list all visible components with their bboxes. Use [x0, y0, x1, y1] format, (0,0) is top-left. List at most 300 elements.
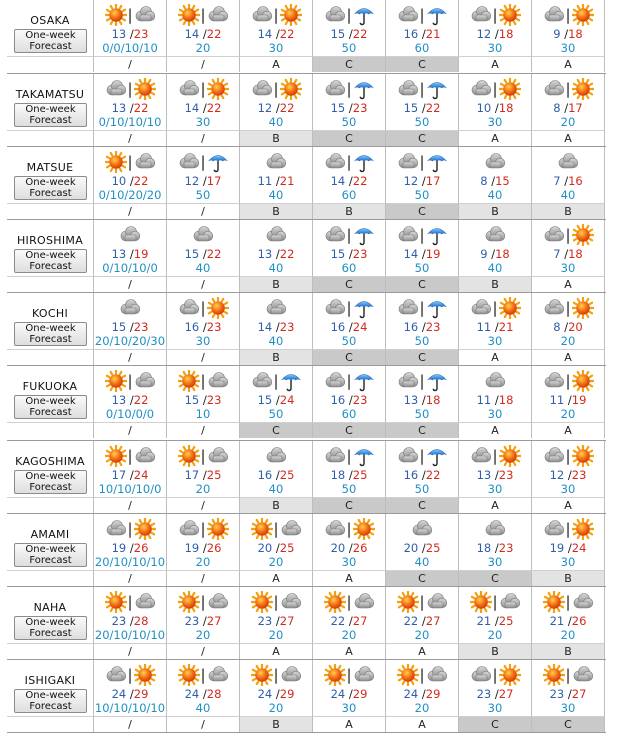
temp-separator: / [199, 27, 207, 41]
icon-separator: | [346, 298, 352, 317]
cloud-icon [207, 445, 229, 467]
city-label-cell [7, 293, 94, 349]
temperature [313, 321, 385, 334]
max-temp: 21 [279, 174, 295, 188]
sun-icon [251, 591, 273, 613]
temp-separator: / [487, 247, 496, 261]
icon-separator: | [273, 371, 279, 390]
max-temp: 18 [498, 27, 514, 41]
min-temp: 17 [184, 468, 200, 482]
sun-icon [134, 78, 156, 100]
city-name: MATSUE [26, 161, 74, 174]
temperature [532, 688, 604, 701]
precipitation-probability: 50 [414, 407, 430, 421]
precipitation-probability: 30 [195, 334, 211, 348]
city-name: AMAMI [30, 528, 70, 541]
temp-separator: / [491, 541, 499, 555]
temp-separator: / [272, 27, 280, 41]
temp-separator: / [345, 614, 353, 628]
temp-separator: / [491, 393, 499, 407]
day-forecast-cell [94, 147, 167, 203]
precipitation-probability: 60 [414, 41, 430, 55]
temperature [313, 394, 385, 407]
max-temp: 22 [279, 101, 295, 115]
icon-separator: | [200, 298, 206, 317]
max-temp: 29 [425, 687, 441, 701]
precipitation-probability: 30 [341, 555, 357, 569]
temperature [167, 469, 239, 482]
min-temp: 15 [330, 247, 346, 261]
reliability-label-pad [7, 570, 94, 586]
max-temp: 25 [425, 541, 441, 555]
city-row-osaka [7, 0, 606, 74]
temperature [313, 542, 385, 555]
precipitation-probability: 50 [414, 482, 430, 496]
cloud-icon [426, 664, 448, 686]
icon-separator: | [419, 446, 425, 465]
precipitation-probability: 30 [560, 261, 576, 275]
cloud-icon [470, 664, 492, 686]
reliability-cell: / [167, 497, 240, 513]
temp-separator: / [491, 687, 499, 701]
cloud-icon [572, 591, 594, 613]
sun-icon [280, 4, 302, 26]
max-temp: 24 [133, 468, 149, 482]
temp-separator: / [199, 174, 207, 188]
sun-icon [251, 664, 273, 686]
temperature [313, 615, 385, 628]
cloud-icon [207, 4, 229, 26]
weather-icons [459, 367, 531, 394]
day-forecast-cell [94, 220, 167, 276]
icon-separator: | [492, 446, 498, 465]
icon-separator: | [565, 519, 571, 538]
temp-separator: / [345, 468, 353, 482]
temp-separator: / [560, 247, 569, 261]
temperature [386, 615, 458, 628]
icon-separator: | [346, 5, 352, 24]
day-forecast-cell [459, 660, 532, 716]
day-forecast-cell [532, 587, 605, 643]
day-forecast-cell [386, 147, 459, 203]
day-forecast-cell [532, 514, 605, 570]
temperature [386, 248, 458, 261]
temperature [313, 688, 385, 701]
min-temp: 13 [257, 247, 273, 261]
day-forecast-cell [386, 366, 459, 422]
min-temp: 15 [330, 101, 346, 115]
min-temp: 24 [403, 687, 419, 701]
precipitation-probability: 50 [195, 188, 211, 202]
cloud-icon [105, 664, 127, 686]
weather-icons [532, 221, 604, 248]
precipitation-probability: 40 [268, 482, 284, 496]
reliability-cell: B [459, 643, 532, 659]
max-temp: 18 [495, 247, 510, 261]
temperature [240, 28, 312, 41]
cloud-icon [543, 78, 565, 100]
temperature [240, 394, 312, 407]
precipitation-probability: 50 [341, 41, 357, 55]
temperature [240, 542, 312, 555]
cloud-icon [324, 518, 346, 540]
day-forecast-cell [167, 0, 240, 56]
temp-separator: / [345, 541, 353, 555]
day-forecast-cell [532, 220, 605, 276]
sun-icon [251, 518, 273, 540]
cloud-icon [207, 591, 229, 613]
max-temp: 23 [133, 27, 149, 41]
icon-separator: | [565, 592, 571, 611]
umbrella-icon [353, 4, 375, 26]
cloud-icon [105, 78, 127, 100]
city-name: OSAKA [30, 14, 70, 27]
min-temp: 16 [257, 468, 273, 482]
min-temp: 12 [403, 174, 419, 188]
max-temp: 23 [133, 320, 149, 334]
weather-icons [94, 221, 166, 248]
precipitation-probability: 30 [560, 482, 576, 496]
reliability-cell: B [240, 349, 313, 365]
precipitation-probability: 30 [341, 701, 357, 715]
one-week-forecast-button[interactable]: One-week Forecast [14, 616, 87, 640]
weather-icons [459, 515, 531, 542]
reliability-cell: C [459, 716, 532, 732]
reliability-label-pad [7, 203, 94, 219]
day-forecast-cell [386, 293, 459, 349]
weather-icons [313, 221, 385, 248]
weather-icons [386, 75, 458, 102]
temperature [94, 615, 166, 628]
temperature [313, 175, 385, 188]
min-temp: 24 [111, 687, 127, 701]
precipitation-probability: 20 [341, 628, 357, 642]
precipitation-probability: 50 [414, 188, 430, 202]
reliability-cell: A [313, 716, 386, 732]
sun-icon [105, 370, 127, 392]
day-forecast-cell [313, 293, 386, 349]
max-temp: 21 [498, 320, 514, 334]
precipitation-probability: 20 [560, 334, 576, 348]
sun-icon [572, 4, 594, 26]
icon-separator: | [419, 371, 425, 390]
weather-icons [313, 367, 385, 394]
icon-separator: | [346, 225, 352, 244]
temperature [167, 542, 239, 555]
weather-icons [94, 75, 166, 102]
precipitation-probability: 30 [487, 555, 503, 569]
max-temp: 25 [279, 468, 295, 482]
icon-separator: | [273, 79, 279, 98]
weather-icons [532, 75, 604, 102]
icon-separator: | [492, 665, 498, 684]
min-temp: 11 [476, 393, 492, 407]
city-row-matsue [7, 147, 606, 220]
precipitation-probability: 30 [487, 482, 503, 496]
min-temp: 22 [403, 614, 419, 628]
reliability-cell: A [240, 56, 313, 72]
max-temp: 23 [206, 320, 222, 334]
max-temp: 25 [279, 541, 295, 555]
max-temp: 21 [425, 27, 441, 41]
day-forecast-cell [459, 74, 532, 130]
min-temp: 22 [330, 614, 346, 628]
min-temp: 14 [403, 247, 419, 261]
icon-separator: | [127, 519, 133, 538]
temperature [386, 102, 458, 115]
icon-separator: | [419, 592, 425, 611]
temp-separator: / [345, 247, 353, 261]
reliability-cell: / [94, 349, 167, 365]
temperature [459, 28, 531, 41]
weather-icons [532, 148, 604, 175]
cloud-icon [134, 445, 156, 467]
sun-icon [397, 664, 419, 686]
icon-separator: | [200, 152, 206, 171]
temp-separator: / [491, 101, 499, 115]
temp-separator: / [199, 468, 207, 482]
weather-icons [240, 221, 312, 248]
precipitation-probability: 40 [560, 188, 576, 202]
temp-separator: / [418, 393, 426, 407]
city-label-cell [7, 220, 94, 276]
sun-icon [572, 224, 594, 246]
reliability-label-pad [7, 130, 94, 146]
max-temp: 29 [352, 687, 368, 701]
precipitation-probability: 50 [414, 334, 430, 348]
cloud-icon [543, 370, 565, 392]
min-temp: 16 [403, 27, 419, 41]
min-temp: 19 [111, 541, 127, 555]
day-forecast-cell [313, 74, 386, 130]
icon-separator: | [127, 592, 133, 611]
precipitation-probability: 20 [414, 628, 430, 642]
min-temp: 14 [257, 320, 273, 334]
umbrella-icon [426, 445, 448, 467]
weather-icons [459, 148, 531, 175]
one-week-forecast-button[interactable]: One-week Forecast [14, 322, 87, 346]
day-forecast-cell [94, 441, 167, 497]
min-temp: 13 [111, 27, 127, 41]
day-forecast-cell [532, 293, 605, 349]
city-name: FUKUOKA [22, 380, 78, 393]
cloud-icon [105, 518, 127, 540]
precipitation-probability: 10/10/10/0 [98, 482, 162, 496]
min-temp: 13 [403, 393, 419, 407]
day-forecast-cell [386, 660, 459, 716]
icon-separator: | [419, 225, 425, 244]
city-label-cell [7, 0, 94, 56]
umbrella-icon [207, 151, 229, 173]
one-week-forecast-button[interactable]: One-week Forecast [14, 470, 87, 494]
day-forecast-cell [532, 147, 605, 203]
icon-separator: | [200, 665, 206, 684]
reliability-cell: C [386, 130, 459, 146]
day-forecast-cell [167, 293, 240, 349]
day-forecast-cell [94, 366, 167, 422]
min-temp: 21 [476, 614, 492, 628]
day-forecast-cell [240, 220, 313, 276]
temperature [313, 28, 385, 41]
cloud-icon [397, 297, 419, 319]
temp-separator: / [418, 174, 426, 188]
precipitation-probability: 30 [487, 701, 503, 715]
cloud-icon [134, 4, 156, 26]
temp-separator: / [418, 468, 426, 482]
weather-icons [167, 294, 239, 321]
reliability-cell: / [94, 716, 167, 732]
sun-icon [499, 445, 521, 467]
temperature [94, 175, 166, 188]
icon-separator: | [419, 79, 425, 98]
reliability-label-pad [7, 497, 94, 513]
one-week-forecast-button[interactable]: One-week Forecast [14, 543, 87, 567]
day-forecast-cell [240, 74, 313, 130]
precipitation-probability: 60 [341, 407, 357, 421]
temperature [167, 102, 239, 115]
max-temp: 29 [133, 687, 149, 701]
precipitation-probability: 30 [560, 555, 576, 569]
cloud-icon [178, 78, 200, 100]
temperature [240, 175, 312, 188]
precipitation-probability: 0/0/10/10 [102, 41, 158, 55]
weather-icons [240, 294, 312, 321]
cloud-icon [324, 370, 346, 392]
max-temp: 27 [206, 614, 222, 628]
max-temp: 29 [279, 687, 295, 701]
max-temp: 22 [206, 247, 222, 261]
temperature [240, 248, 312, 261]
min-temp: 12 [549, 468, 565, 482]
one-week-forecast-button[interactable]: One-week Forecast [14, 103, 87, 127]
temp-separator: / [487, 174, 496, 188]
icon-separator: | [346, 152, 352, 171]
day-forecast-cell [386, 441, 459, 497]
temp-separator: / [199, 320, 207, 334]
temperature [459, 102, 531, 115]
temp-separator: / [345, 320, 353, 334]
temp-separator: / [272, 687, 280, 701]
temperature [386, 542, 458, 555]
precipitation-probability: 40 [268, 188, 284, 202]
min-temp: 14 [184, 101, 200, 115]
weather-icons [386, 1, 458, 28]
cloud-icon [324, 4, 346, 26]
min-temp: 10 [476, 101, 492, 115]
sun-icon [499, 664, 521, 686]
city-row-ishigaki [7, 660, 606, 733]
one-week-forecast-button[interactable]: One-week Forecast [14, 249, 87, 273]
min-temp: 16 [184, 320, 200, 334]
one-week-forecast-button[interactable]: One-week Forecast [14, 29, 87, 53]
temperature [459, 175, 531, 188]
temperature [532, 394, 604, 407]
max-temp: 18 [425, 393, 441, 407]
reliability-cell: / [94, 497, 167, 513]
precipitation-probability: 20 [195, 555, 211, 569]
temp-separator: / [126, 27, 134, 41]
sun-icon [572, 297, 594, 319]
temperature [459, 615, 531, 628]
one-week-forecast-button[interactable]: One-week Forecast [14, 176, 87, 200]
sun-icon [572, 518, 594, 540]
reliability-cell: C [386, 570, 459, 586]
sun-icon [178, 664, 200, 686]
icon-separator: | [346, 519, 352, 538]
cloud-icon [324, 151, 346, 173]
precipitation-probability: 30 [487, 334, 503, 348]
reliability-cell: C [386, 56, 459, 72]
max-temp: 22 [279, 247, 295, 261]
reliability-cell: / [94, 130, 167, 146]
sun-icon [499, 78, 521, 100]
cloud-icon [251, 4, 273, 26]
max-temp: 24 [279, 393, 295, 407]
one-week-forecast-button[interactable]: One-week Forecast [14, 395, 87, 419]
cloud-icon [280, 518, 302, 540]
weather-icons [386, 294, 458, 321]
temp-separator: / [126, 687, 134, 701]
temperature [532, 175, 604, 188]
sun-icon [543, 664, 565, 686]
temp-separator: / [560, 174, 569, 188]
weather-icons [532, 588, 604, 615]
temp-separator: / [272, 468, 280, 482]
icon-separator: | [346, 371, 352, 390]
temperature [386, 394, 458, 407]
day-forecast-cell [459, 293, 532, 349]
min-temp: 16 [403, 320, 419, 334]
weather-icons [240, 661, 312, 688]
temperature [240, 688, 312, 701]
day-forecast-cell [313, 660, 386, 716]
max-temp: 15 [495, 174, 510, 188]
cloud-icon [397, 224, 419, 246]
temp-separator: / [560, 101, 569, 115]
temperature [167, 28, 239, 41]
sun-icon [178, 370, 200, 392]
precipitation-probability: 30 [560, 41, 576, 55]
temp-separator: / [418, 687, 426, 701]
city-label-cell [7, 514, 94, 570]
day-forecast-cell [313, 441, 386, 497]
temperature [532, 248, 604, 261]
min-temp: 12 [476, 27, 492, 41]
cloud-icon [411, 518, 433, 540]
city-row-amami [7, 514, 606, 587]
reliability-cell: B [240, 497, 313, 513]
max-temp: 22 [279, 27, 295, 41]
day-forecast-cell [313, 0, 386, 56]
precipitation-probability: 0/10/10/10 [98, 115, 162, 129]
cloud-icon [324, 445, 346, 467]
cloud-icon [265, 297, 287, 319]
max-temp: 23 [352, 247, 368, 261]
one-week-forecast-button[interactable]: One-week Forecast [14, 689, 87, 713]
weather-icons [532, 367, 604, 394]
temp-separator: / [126, 393, 134, 407]
temp-separator: / [272, 247, 280, 261]
precipitation-probability: 50 [341, 115, 357, 129]
min-temp: 9 [553, 27, 561, 41]
min-temp: 24 [330, 687, 346, 701]
reliability-cell: C [313, 130, 386, 146]
reliability-cell: B [240, 130, 313, 146]
icon-separator: | [419, 665, 425, 684]
temp-separator: / [199, 614, 207, 628]
precipitation-probability: 60 [341, 261, 357, 275]
min-temp: 8 [553, 320, 561, 334]
